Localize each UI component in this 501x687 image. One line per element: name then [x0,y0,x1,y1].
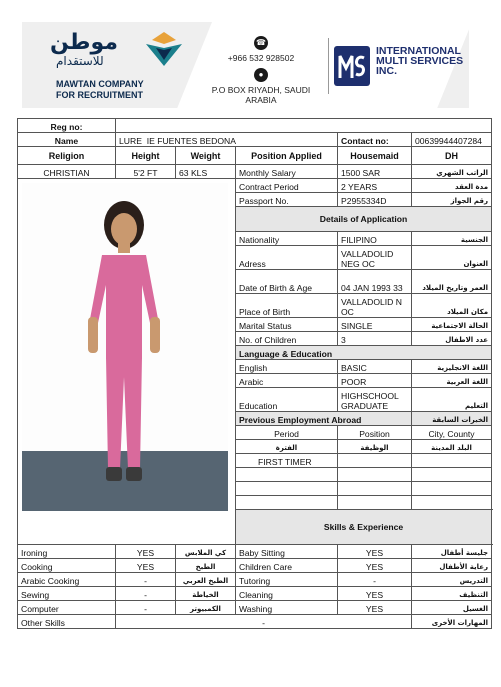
employment-cell [338,468,412,482]
employment-cell [412,468,492,482]
position-header: Position Applied [236,147,338,165]
weight-value: 63 KLS [176,165,236,179]
mawtan-logo-mark-icon [142,30,186,70]
skill-value: YES [338,559,412,573]
housemaid-header: Housemaid [338,147,412,165]
marital-label: Marital Status [236,318,338,332]
skill-label: Children Care [236,559,338,573]
skill-arabic: كي الملابس [176,545,236,559]
nationality-label: Nationality [236,232,338,246]
employment-cell [338,454,412,468]
ims-line1: INTERNATIONAL [376,45,461,57]
employment-cell [412,454,492,468]
address-value: VALLADOLID NEG OC [338,246,412,270]
salary-label: Monthly Salary [236,165,338,179]
religion-header: Religion [18,147,116,165]
ims-logo-icon [334,46,370,86]
skill-label: Cleaning [236,587,338,601]
city-arabic: البلد المدينة [412,440,492,454]
company-name-line1: MAWTAN COMPANY [56,79,144,89]
skill-value: YES [116,559,176,573]
contract-label: Contract Period [236,179,338,193]
employment-cell [412,496,492,510]
dh-header: DH [412,147,492,165]
applicant-figure-icon [76,199,172,499]
other-skills-value: - [116,615,412,629]
skill-label: Washing [236,601,338,615]
skill-arabic: الخياطة [176,587,236,601]
skill-arabic: الكمبيوتر [176,601,236,615]
passport-value: P2955334D [338,193,412,207]
skill-row [18,559,492,573]
mawtan-company-name [56,79,144,101]
pob-value: VALLADOLID N OC [338,294,412,318]
period-header: Period [236,426,338,440]
skills-title: Skills & Experience [236,510,492,545]
letterhead-divider [328,38,329,94]
skill-row [18,573,492,587]
reg-no-value [116,119,492,133]
ims-line2: MULTI SERVICES [376,55,464,67]
language-title: Language & Education [236,346,492,360]
name-value: LURE IE FUENTES BEDONA [116,133,338,147]
skill-label: Tutoring [236,573,338,587]
arabic-value: POOR [338,374,412,388]
salary-value: 1500 SAR [338,165,412,179]
nationality-value: FILIPINO [338,232,412,246]
skill-label: Arabic Cooking [18,573,116,587]
arabic-label: Arabic [236,374,338,388]
skill-arabic: الطبخ العربي [176,573,236,587]
education-value: HIGHSCHOOL GRADUATE [338,388,412,412]
height-header: Height [116,147,176,165]
skill-label: Cooking [18,559,116,573]
contract-value: 2 YEARS [338,179,412,193]
education-arabic: التعليم [412,388,492,412]
city-header: City, County [412,426,492,440]
reg-no-label: Reg no: [18,119,116,133]
skill-value: YES [338,601,412,615]
location-pin-icon: ● [254,68,268,82]
skill-value: YES [116,545,176,559]
contact-label: Contact no: [338,133,412,147]
skill-label: Baby Sitting [236,545,338,559]
english-label: English [236,360,338,374]
skill-value: - [116,587,176,601]
children-label: No. of Children [236,332,338,346]
dob-arabic: العمر وتاريخ الميلاد [412,270,492,294]
skill-arabic: التنظيف [412,587,492,601]
skill-value: - [116,601,176,615]
children-value: 3 [338,332,412,346]
employment-cell [338,482,412,496]
first-timer: FIRST TIMER [236,454,338,468]
position-col-header: Position [338,426,412,440]
skill-arabic: التدريس [412,573,492,587]
salary-arabic: الراتب الشهري [412,165,492,179]
skill-arabic: الغسيل [412,601,492,615]
skill-value: YES [338,587,412,601]
skill-row [18,587,492,601]
company-name-line2: FOR RECRUITMENT [56,90,143,100]
contact-value: 00639944407284 [412,133,492,147]
passport-label: Passport No. [236,193,338,207]
skill-value: - [338,573,412,587]
nationality-arabic: الجنسية [412,232,492,246]
letterhead-contact [206,36,316,108]
weight-header: Weight [176,147,236,165]
employment-cell [236,468,338,482]
skill-value: YES [338,545,412,559]
dob-label: Date of Birth & Age [236,270,338,294]
religion-value: CHRISTIAN [18,165,116,179]
marital-arabic: الحالة الاجتماعية [412,318,492,332]
contract-arabic: مدة العقد [412,179,492,193]
position-arabic: الوظيفة [338,440,412,454]
skill-label: Computer [18,601,116,615]
letterhead [22,22,469,108]
mawtan-logo-arabic-sub: للاستقدام [56,54,104,68]
address-arabic: العنوان [412,246,492,270]
education-label: Education [236,388,338,412]
marital-value: SINGLE [338,318,412,332]
po-address: P.O BOX RIYADH, SAUDI ARABIA [211,85,311,105]
ims-line3: INC. [376,65,397,77]
english-arabic: اللغة الانجليزية [412,360,492,374]
prev-employment-arabic: الخبرات السابقة [412,412,492,426]
skill-arabic: رعاية الأطفال [412,559,492,573]
skill-value: - [116,573,176,587]
skill-label: Ironing [18,545,116,559]
biodata-table [17,118,492,629]
employment-cell [236,482,338,496]
skill-arabic: جليسة أطفال [412,545,492,559]
pob-label: Place of Birth [236,294,338,318]
skill-arabic: الطبخ [176,559,236,573]
prev-employment-title: Previous Employment Abroad [236,412,412,426]
name-label: Name [18,133,116,147]
employment-cell [412,482,492,496]
address-label: Adress [236,246,338,270]
passport-arabic: رقم الجواز [412,193,492,207]
details-title: Details of Application [236,207,492,232]
height-value: 5'2 FT [116,165,176,179]
applicant-photo [18,179,230,513]
period-arabic: الفترة [236,440,338,454]
phone-icon: ☎ [254,36,268,50]
skill-label: Sewing [18,587,116,601]
employment-cell [236,496,338,510]
dob-value: 04 JAN 1993 33 [338,270,412,294]
english-value: BASIC [338,360,412,374]
other-skills-arabic: المهارات الأخرى [412,615,492,629]
employment-cell [338,496,412,510]
skill-row [18,601,492,615]
arabic-arabic: اللغة العربية [412,374,492,388]
phone-number: +966 532 928502 [227,53,295,63]
mawtan-logo-arabic: موطن [50,30,118,55]
applicant-photo-cell [18,179,236,545]
skill-row [18,545,492,559]
children-arabic: عدد الاطفال [412,332,492,346]
other-skills-label: Other Skills [18,615,116,629]
ims-company-name [376,46,463,76]
pob-arabic: مكان الميلاد [412,294,492,318]
